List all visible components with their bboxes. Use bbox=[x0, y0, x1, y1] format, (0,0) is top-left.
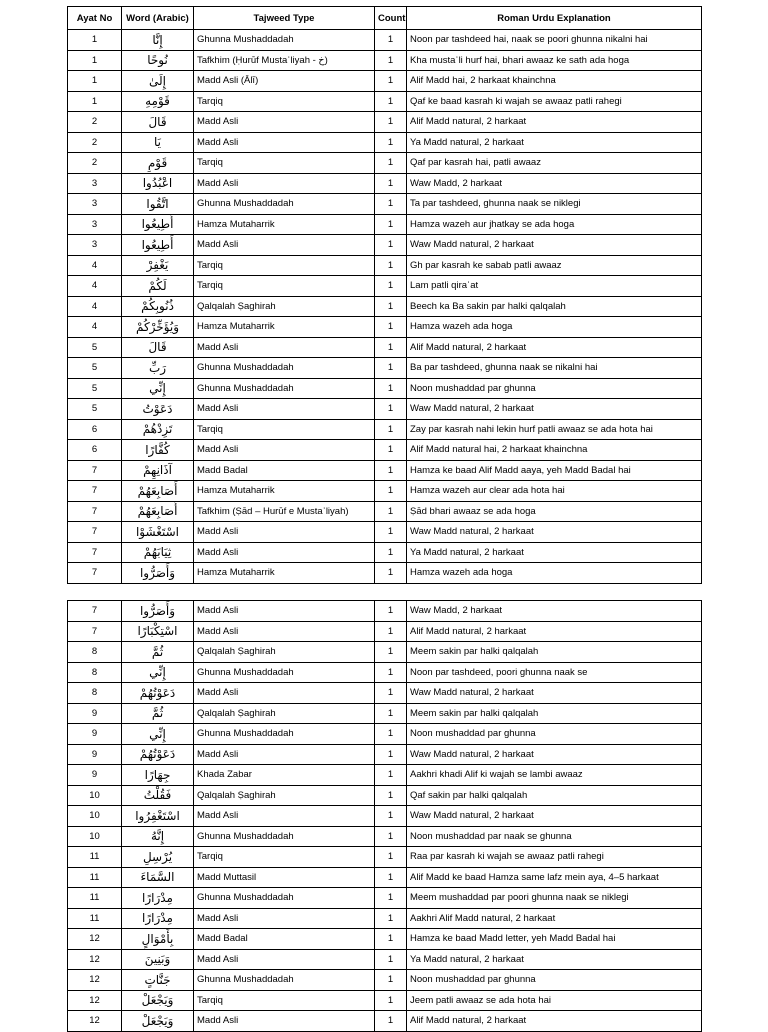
ayat-no-cell: 7 bbox=[68, 460, 122, 481]
ayat-no-cell: 12 bbox=[68, 990, 122, 1011]
table-row bbox=[68, 806, 702, 827]
arabic-word-cell: قَوْمِ bbox=[122, 153, 194, 174]
count-cell: 1 bbox=[375, 683, 407, 704]
ayat-no-cell: 3 bbox=[68, 173, 122, 194]
explanation-cell: Ṣād bhari awaaz se ada hoga bbox=[407, 501, 702, 522]
count-cell: 1 bbox=[375, 440, 407, 461]
table-row bbox=[68, 970, 702, 991]
table-row bbox=[68, 867, 702, 888]
arabic-word-cell: وَيَجْعَلْ bbox=[122, 990, 194, 1011]
ayat-no-cell: 4 bbox=[68, 317, 122, 338]
explanation-cell: Ya Madd natural, 2 harkaat bbox=[407, 132, 702, 153]
table-row bbox=[68, 481, 702, 502]
ayat-no-cell: 9 bbox=[68, 724, 122, 745]
arabic-word-cell: جَنَّاتٍ bbox=[122, 970, 194, 991]
tajweed-type-cell: Ghunna Mushaddadah bbox=[194, 378, 375, 399]
tajweed-type-cell: Tarqiq bbox=[194, 153, 375, 174]
ayat-no-cell: 7 bbox=[68, 501, 122, 522]
table-row bbox=[68, 419, 702, 440]
arabic-word-cell: قَالَ bbox=[122, 337, 194, 358]
table-row bbox=[68, 949, 702, 970]
table-row bbox=[68, 703, 702, 724]
arabic-word-cell: إِنِّي bbox=[122, 662, 194, 683]
explanation-cell: Alif Madd natural, 2 harkaat bbox=[407, 1011, 702, 1032]
explanation-cell: Alif Madd natural, 2 harkaat bbox=[407, 621, 702, 642]
count-cell: 1 bbox=[375, 399, 407, 420]
arabic-word-cell: دَعَوْتُهُمْ bbox=[122, 744, 194, 765]
table-row bbox=[68, 542, 702, 563]
tajweed-type-cell: Tarqiq bbox=[194, 255, 375, 276]
ayat-no-cell: 11 bbox=[68, 888, 122, 909]
count-cell: 1 bbox=[375, 888, 407, 909]
count-cell: 1 bbox=[375, 867, 407, 888]
count-cell: 1 bbox=[375, 235, 407, 256]
arabic-word-cell: دَعَوْتُ bbox=[122, 399, 194, 420]
arabic-word-cell: يَغْفِرْ bbox=[122, 255, 194, 276]
arabic-word-cell: تَزِدْهُمْ bbox=[122, 419, 194, 440]
table-body-bottom bbox=[68, 601, 702, 1032]
tajweed-type-cell: Ghunna Mushaddadah bbox=[194, 970, 375, 991]
ayat-no-cell: 7 bbox=[68, 522, 122, 543]
arabic-word-cell: مِدْرَارًا bbox=[122, 908, 194, 929]
tajweed-type-cell: Madd Asli bbox=[194, 683, 375, 704]
count-cell: 1 bbox=[375, 419, 407, 440]
explanation-cell: Waw Madd natural, 2 harkaat bbox=[407, 235, 702, 256]
count-cell: 1 bbox=[375, 460, 407, 481]
arabic-word-cell: جِهَارًا bbox=[122, 765, 194, 786]
tajweed-type-cell: Qalqalah Ṣaghirah bbox=[194, 785, 375, 806]
explanation-cell: Zay par kasrah nahi lekin hurf patli awaaz se ada hota hai bbox=[407, 419, 702, 440]
count-cell: 1 bbox=[375, 214, 407, 235]
explanation-cell: Aakhri Alif Madd natural, 2 harkaat bbox=[407, 908, 702, 929]
count-cell: 1 bbox=[375, 173, 407, 194]
ayat-no-cell: 11 bbox=[68, 908, 122, 929]
table-row bbox=[68, 194, 702, 215]
arabic-word-cell: وَأَصَرُّوا bbox=[122, 601, 194, 622]
table-row bbox=[68, 235, 702, 256]
ayat-no-cell: 12 bbox=[68, 970, 122, 991]
tajweed-type-cell: Madd Asli bbox=[194, 806, 375, 827]
arabic-word-cell: اسْتَغْشَوْا bbox=[122, 522, 194, 543]
header-ayat-no: Ayat No bbox=[68, 7, 122, 30]
table-row bbox=[68, 601, 702, 622]
ayat-no-cell: 2 bbox=[68, 132, 122, 153]
arabic-word-cell: وَبَنِينَ bbox=[122, 949, 194, 970]
explanation-cell: Hamza wazeh ada hoga bbox=[407, 563, 702, 584]
count-cell: 1 bbox=[375, 1011, 407, 1032]
arabic-word-cell: أَطِيعُوا bbox=[122, 214, 194, 235]
ayat-no-cell: 1 bbox=[68, 50, 122, 71]
count-cell: 1 bbox=[375, 317, 407, 338]
tajweed-type-cell: Madd Badal bbox=[194, 929, 375, 950]
count-cell: 1 bbox=[375, 826, 407, 847]
tajweed-type-cell: Tafkhim (Ḥurūf Mustaʿliyah - خ) bbox=[194, 50, 375, 71]
tajweed-type-cell: Madd Asli bbox=[194, 235, 375, 256]
tajweed-type-cell: Qalqalah Ṣaghirah bbox=[194, 642, 375, 663]
tajweed-type-cell: Madd Asli bbox=[194, 601, 375, 622]
table-row bbox=[68, 378, 702, 399]
explanation-cell: Alif Madd natural, 2 harkaat bbox=[407, 337, 702, 358]
ayat-no-cell: 1 bbox=[68, 71, 122, 92]
header-word-arabic: Word (Arabic) bbox=[122, 7, 194, 30]
table-row bbox=[68, 214, 702, 235]
arabic-word-cell: يَا bbox=[122, 132, 194, 153]
tajweed-type-cell: Tarqiq bbox=[194, 91, 375, 112]
table-row bbox=[68, 744, 702, 765]
arabic-word-cell: مِدْرَارًا bbox=[122, 888, 194, 909]
arabic-word-cell: رَبِّ bbox=[122, 358, 194, 379]
count-cell: 1 bbox=[375, 30, 407, 51]
explanation-cell: Noon mushaddad par ghunna bbox=[407, 724, 702, 745]
arabic-word-cell: يُرْسِلِ bbox=[122, 847, 194, 868]
tajweed-type-cell: Madd Asli bbox=[194, 399, 375, 420]
arabic-word-cell: ثُمَّ bbox=[122, 642, 194, 663]
count-cell: 1 bbox=[375, 601, 407, 622]
tajweed-type-cell: Hamza Mutaharrik bbox=[194, 214, 375, 235]
ayat-no-cell: 7 bbox=[68, 601, 122, 622]
explanation-cell: Meem sakin par halki qalqalah bbox=[407, 642, 702, 663]
table-row bbox=[68, 276, 702, 297]
tajweed-type-cell: Ghunna Mushaddadah bbox=[194, 30, 375, 51]
arabic-word-cell: أَصَابِعَهُمْ bbox=[122, 501, 194, 522]
table-row bbox=[68, 847, 702, 868]
ayat-no-cell: 5 bbox=[68, 358, 122, 379]
table-row bbox=[68, 358, 702, 379]
tajweed-type-cell: Ghunna Mushaddadah bbox=[194, 724, 375, 745]
ayat-no-cell: 9 bbox=[68, 765, 122, 786]
explanation-cell: Noon mushaddad par ghunna bbox=[407, 970, 702, 991]
count-cell: 1 bbox=[375, 929, 407, 950]
ayat-no-cell: 8 bbox=[68, 683, 122, 704]
count-cell: 1 bbox=[375, 378, 407, 399]
table-row bbox=[68, 826, 702, 847]
arabic-word-cell: إِنَّا bbox=[122, 30, 194, 51]
arabic-word-cell: إِنِّي bbox=[122, 724, 194, 745]
tajweed-table-bottom bbox=[67, 600, 702, 1032]
ayat-no-cell: 7 bbox=[68, 481, 122, 502]
tajweed-type-cell: Madd Asli bbox=[194, 542, 375, 563]
arabic-word-cell: لَكُمْ bbox=[122, 276, 194, 297]
arabic-word-cell: آذَانِهِمْ bbox=[122, 460, 194, 481]
arabic-word-cell: قَالَ bbox=[122, 112, 194, 133]
ayat-no-cell: 10 bbox=[68, 806, 122, 827]
ayat-no-cell: 10 bbox=[68, 826, 122, 847]
tajweed-type-cell: Hamza Mutaharrik bbox=[194, 317, 375, 338]
table-row bbox=[68, 71, 702, 92]
explanation-cell: Qaf sakin par halki qalqalah bbox=[407, 785, 702, 806]
table-row bbox=[68, 153, 702, 174]
tajweed-type-cell: Madd Asli (Ālī) bbox=[194, 71, 375, 92]
ayat-no-cell: 6 bbox=[68, 419, 122, 440]
tajweed-type-cell: Madd Muttasil bbox=[194, 867, 375, 888]
explanation-cell: Waw Madd natural, 2 harkaat bbox=[407, 522, 702, 543]
table-row bbox=[68, 888, 702, 909]
ayat-no-cell: 4 bbox=[68, 276, 122, 297]
ayat-no-cell: 11 bbox=[68, 867, 122, 888]
ayat-no-cell: 7 bbox=[68, 621, 122, 642]
arabic-word-cell: السَّمَاءَ bbox=[122, 867, 194, 888]
explanation-cell: Hamza ke baad Madd letter, yeh Madd Badal hai bbox=[407, 929, 702, 950]
arabic-word-cell: أَصَابِعَهُمْ bbox=[122, 481, 194, 502]
count-cell: 1 bbox=[375, 276, 407, 297]
tajweed-type-cell: Ghunna Mushaddadah bbox=[194, 358, 375, 379]
ayat-no-cell: 5 bbox=[68, 337, 122, 358]
explanation-cell: Meem mushaddad par poori ghunna naak se niklegi bbox=[407, 888, 702, 909]
arabic-word-cell: وَأَصَرُّوا bbox=[122, 563, 194, 584]
count-cell: 1 bbox=[375, 337, 407, 358]
count-cell: 1 bbox=[375, 621, 407, 642]
explanation-cell: Noon par tashdeed, poori ghunna naak se bbox=[407, 662, 702, 683]
table-row bbox=[68, 683, 702, 704]
explanation-cell: Gh par kasrah ke sabab patli awaaz bbox=[407, 255, 702, 276]
table-row bbox=[68, 255, 702, 276]
ayat-no-cell: 9 bbox=[68, 744, 122, 765]
count-cell: 1 bbox=[375, 71, 407, 92]
ayat-no-cell: 3 bbox=[68, 235, 122, 256]
table-row bbox=[68, 399, 702, 420]
ayat-no-cell: 12 bbox=[68, 1011, 122, 1032]
count-cell: 1 bbox=[375, 501, 407, 522]
table-row bbox=[68, 990, 702, 1011]
tajweed-type-cell: Khada Zabar bbox=[194, 765, 375, 786]
tajweed-type-cell: Tarqiq bbox=[194, 847, 375, 868]
ayat-no-cell: 7 bbox=[68, 542, 122, 563]
arabic-word-cell: اسْتِكْبَارًا bbox=[122, 621, 194, 642]
explanation-cell: Hamza wazeh aur clear ada hota hai bbox=[407, 481, 702, 502]
explanation-cell: Ba par tashdeed, ghunna naak se nikalni hai bbox=[407, 358, 702, 379]
table-row bbox=[68, 460, 702, 481]
count-cell: 1 bbox=[375, 908, 407, 929]
ayat-no-cell: 7 bbox=[68, 563, 122, 584]
table-body-top bbox=[68, 30, 702, 584]
ayat-no-cell: 3 bbox=[68, 194, 122, 215]
count-cell: 1 bbox=[375, 806, 407, 827]
count-cell: 1 bbox=[375, 662, 407, 683]
tajweed-type-cell: Ghunna Mushaddadah bbox=[194, 662, 375, 683]
table-row bbox=[68, 563, 702, 584]
explanation-cell: Aakhri khadi Alif ki wajah se lambi awaaz bbox=[407, 765, 702, 786]
header-tajweed-type: Tajweed Type bbox=[194, 7, 375, 30]
tajweed-type-cell: Madd Badal bbox=[194, 460, 375, 481]
explanation-cell: Alif Madd natural hai, 2 harkaat khainchna bbox=[407, 440, 702, 461]
tajweed-type-cell: Madd Asli bbox=[194, 908, 375, 929]
count-cell: 1 bbox=[375, 724, 407, 745]
explanation-cell: Qaf par kasrah hai, patli awaaz bbox=[407, 153, 702, 174]
arabic-word-cell: أَطِيعُوا bbox=[122, 235, 194, 256]
count-cell: 1 bbox=[375, 990, 407, 1011]
tajweed-type-cell: Madd Asli bbox=[194, 337, 375, 358]
count-cell: 1 bbox=[375, 744, 407, 765]
explanation-cell: Hamza ke baad Alif Madd aaya, yeh Madd Badal hai bbox=[407, 460, 702, 481]
arabic-word-cell: بِأَمْوَالٍ bbox=[122, 929, 194, 950]
count-cell: 1 bbox=[375, 785, 407, 806]
count-cell: 1 bbox=[375, 255, 407, 276]
table-row bbox=[68, 132, 702, 153]
explanation-cell: Hamza wazeh aur jhatkay se ada hoga bbox=[407, 214, 702, 235]
table-row bbox=[68, 50, 702, 71]
table-row bbox=[68, 522, 702, 543]
count-cell: 1 bbox=[375, 112, 407, 133]
explanation-cell: Qaf ke baad kasrah ki wajah se awaaz patli rahegi bbox=[407, 91, 702, 112]
table-row bbox=[68, 337, 702, 358]
count-cell: 1 bbox=[375, 563, 407, 584]
table-row bbox=[68, 642, 702, 663]
tajweed-type-cell: Ghunna Mushaddadah bbox=[194, 826, 375, 847]
tajweed-type-cell: Hamza Mutaharrik bbox=[194, 563, 375, 584]
explanation-cell: Meem sakin par halki qalqalah bbox=[407, 703, 702, 724]
tajweed-type-cell: Madd Asli bbox=[194, 621, 375, 642]
count-cell: 1 bbox=[375, 522, 407, 543]
header-row bbox=[68, 7, 702, 30]
tajweed-type-cell: Tarqiq bbox=[194, 419, 375, 440]
count-cell: 1 bbox=[375, 765, 407, 786]
ayat-no-cell: 12 bbox=[68, 949, 122, 970]
table-row bbox=[68, 765, 702, 786]
table-row bbox=[68, 1011, 702, 1032]
ayat-no-cell: 4 bbox=[68, 296, 122, 317]
arabic-word-cell: ثُمَّ bbox=[122, 703, 194, 724]
ayat-no-cell: 9 bbox=[68, 703, 122, 724]
tajweed-type-cell: Ghunna Mushaddadah bbox=[194, 194, 375, 215]
ayat-no-cell: 10 bbox=[68, 785, 122, 806]
arabic-word-cell: ثِيَابَهُمْ bbox=[122, 542, 194, 563]
explanation-cell: Alif Madd ke baad Hamza same lafz mein aya, 4–5 harkaat bbox=[407, 867, 702, 888]
explanation-cell: Kha mustaʿli hurf hai, bhari awaaz ke sath ada hoga bbox=[407, 50, 702, 71]
table-row bbox=[68, 929, 702, 950]
table-row bbox=[68, 317, 702, 338]
count-cell: 1 bbox=[375, 296, 407, 317]
tajweed-type-cell: Madd Asli bbox=[194, 132, 375, 153]
table-row bbox=[68, 173, 702, 194]
count-cell: 1 bbox=[375, 194, 407, 215]
arabic-word-cell: قَوْمِهِ bbox=[122, 91, 194, 112]
explanation-cell: Ta par tashdeed, ghunna naak se niklegi bbox=[407, 194, 702, 215]
count-cell: 1 bbox=[375, 642, 407, 663]
table-row bbox=[68, 91, 702, 112]
ayat-no-cell: 12 bbox=[68, 929, 122, 950]
count-cell: 1 bbox=[375, 91, 407, 112]
arabic-word-cell: اعْبُدُوا bbox=[122, 173, 194, 194]
count-cell: 1 bbox=[375, 970, 407, 991]
count-cell: 1 bbox=[375, 153, 407, 174]
table-row bbox=[68, 662, 702, 683]
ayat-no-cell: 1 bbox=[68, 30, 122, 51]
header-count: Count bbox=[375, 7, 407, 30]
arabic-word-cell: نُوحًا bbox=[122, 50, 194, 71]
tajweed-type-cell: Hamza Mutaharrik bbox=[194, 481, 375, 502]
tajweed-type-cell: Madd Asli bbox=[194, 112, 375, 133]
ayat-no-cell: 2 bbox=[68, 153, 122, 174]
table-row bbox=[68, 908, 702, 929]
ayat-no-cell: 6 bbox=[68, 440, 122, 461]
tajweed-type-cell: Madd Asli bbox=[194, 949, 375, 970]
ayat-no-cell: 3 bbox=[68, 214, 122, 235]
explanation-cell: Jeem patli awaaz se ada hota hai bbox=[407, 990, 702, 1011]
arabic-word-cell: كُفَّارًا bbox=[122, 440, 194, 461]
ayat-no-cell: 4 bbox=[68, 255, 122, 276]
explanation-cell: Waw Madd natural, 2 harkaat bbox=[407, 744, 702, 765]
table-row bbox=[68, 724, 702, 745]
explanation-cell: Lam patli qiraʾat bbox=[407, 276, 702, 297]
ayat-no-cell: 8 bbox=[68, 662, 122, 683]
tajweed-type-cell: Madd Asli bbox=[194, 173, 375, 194]
explanation-cell: Waw Madd natural, 2 harkaat bbox=[407, 399, 702, 420]
count-cell: 1 bbox=[375, 847, 407, 868]
arabic-word-cell: وَيُؤَخِّرْكُمْ bbox=[122, 317, 194, 338]
arabic-word-cell: اسْتَغْفِرُوا bbox=[122, 806, 194, 827]
count-cell: 1 bbox=[375, 132, 407, 153]
count-cell: 1 bbox=[375, 358, 407, 379]
count-cell: 1 bbox=[375, 949, 407, 970]
table-row bbox=[68, 112, 702, 133]
ayat-no-cell: 5 bbox=[68, 378, 122, 399]
tajweed-type-cell: Madd Asli bbox=[194, 440, 375, 461]
ayat-no-cell: 1 bbox=[68, 91, 122, 112]
table-row bbox=[68, 440, 702, 461]
arabic-word-cell: اتَّقُوا bbox=[122, 194, 194, 215]
explanation-cell: Raa par kasrah ki wajah se awaaz patli rahegi bbox=[407, 847, 702, 868]
explanation-cell: Waw Madd natural, 2 harkaat bbox=[407, 683, 702, 704]
arabic-word-cell: دَعَوْتُهُمْ bbox=[122, 683, 194, 704]
tajweed-type-cell: Madd Asli bbox=[194, 1011, 375, 1032]
explanation-cell: Waw Madd natural, 2 harkaat bbox=[407, 806, 702, 827]
explanation-cell: Hamza wazeh ada hoga bbox=[407, 317, 702, 338]
explanation-cell: Waw Madd, 2 harkaat bbox=[407, 601, 702, 622]
tajweed-type-cell: Qalqalah Ṣaghirah bbox=[194, 703, 375, 724]
count-cell: 1 bbox=[375, 542, 407, 563]
tajweed-type-cell: Tarqiq bbox=[194, 990, 375, 1011]
ayat-no-cell: 5 bbox=[68, 399, 122, 420]
table-row bbox=[68, 501, 702, 522]
explanation-cell: Ya Madd natural, 2 harkaat bbox=[407, 949, 702, 970]
explanation-cell: Noon par tashdeed hai, naak se poori ghunna nikalni hai bbox=[407, 30, 702, 51]
ayat-no-cell: 8 bbox=[68, 642, 122, 663]
count-cell: 1 bbox=[375, 703, 407, 724]
explanation-cell: Alif Madd hai, 2 harkaat khainchna bbox=[407, 71, 702, 92]
arabic-word-cell: إِنِّي bbox=[122, 378, 194, 399]
tajweed-type-cell: Madd Asli bbox=[194, 744, 375, 765]
ayat-no-cell: 11 bbox=[68, 847, 122, 868]
arabic-word-cell: وَيَجْعَلْ bbox=[122, 1011, 194, 1032]
ayat-no-cell: 2 bbox=[68, 112, 122, 133]
table-row bbox=[68, 621, 702, 642]
table-row bbox=[68, 785, 702, 806]
tajweed-type-cell: Madd Asli bbox=[194, 522, 375, 543]
arabic-word-cell: إِنَّهُ bbox=[122, 826, 194, 847]
explanation-cell: Noon mushaddad par naak se ghunna bbox=[407, 826, 702, 847]
arabic-word-cell: ذُنُوبِكُمْ bbox=[122, 296, 194, 317]
explanation-cell: Waw Madd, 2 harkaat bbox=[407, 173, 702, 194]
arabic-word-cell: فَقُلْتُ bbox=[122, 785, 194, 806]
tajweed-type-cell: Qalqalah Ṣaghirah bbox=[194, 296, 375, 317]
count-cell: 1 bbox=[375, 50, 407, 71]
tajweed-type-cell: Tarqiq bbox=[194, 276, 375, 297]
table-row bbox=[68, 30, 702, 51]
tajweed-type-cell: Tafkhim (Ṣād – Hurūf e Mustaʿliyah) bbox=[194, 501, 375, 522]
table-row bbox=[68, 296, 702, 317]
tajweed-type-cell: Ghunna Mushaddadah bbox=[194, 888, 375, 909]
explanation-cell: Noon mushaddad par ghunna bbox=[407, 378, 702, 399]
count-cell: 1 bbox=[375, 481, 407, 502]
explanation-cell: Alif Madd natural, 2 harkaat bbox=[407, 112, 702, 133]
explanation-cell: Ya Madd natural, 2 harkaat bbox=[407, 542, 702, 563]
explanation-cell: Beech ka Ba sakin par halki qalqalah bbox=[407, 296, 702, 317]
tajweed-table-top bbox=[67, 6, 702, 584]
header-roman-urdu-explanation: Roman Urdu Explanation bbox=[407, 7, 702, 30]
arabic-word-cell: إِلَىٰ bbox=[122, 71, 194, 92]
